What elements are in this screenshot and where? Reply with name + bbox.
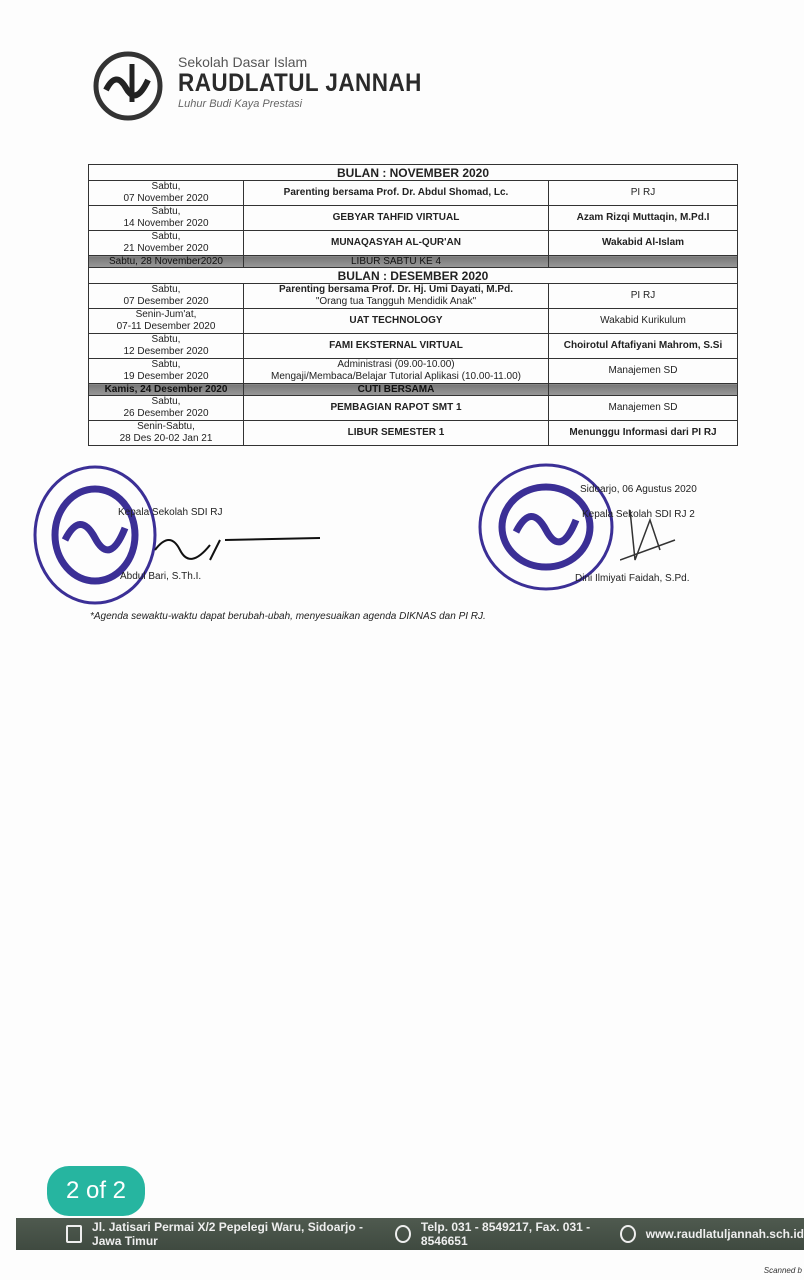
address-icon xyxy=(66,1225,82,1243)
pic: PI RJ xyxy=(549,284,738,309)
date: 19 Desember 2020 xyxy=(123,371,209,382)
date: 12 Desember 2020 xyxy=(123,346,209,357)
pic: Wakabid Kurikulum xyxy=(549,309,738,334)
event: PEMBAGIAN RAPOT SMT 1 xyxy=(244,396,549,421)
signer-left-name: Abdul Bari, S.Th.I. xyxy=(120,571,202,582)
school-stamp-left xyxy=(30,460,160,610)
table-row xyxy=(89,396,738,421)
date: 07 November 2020 xyxy=(123,193,209,204)
pic: PI RJ xyxy=(549,181,738,206)
table-row xyxy=(89,421,738,446)
pic: Wakabid Al-Islam xyxy=(549,231,738,256)
page-indicator: 2 of 2 xyxy=(47,1166,145,1216)
date: 07 Desember 2020 xyxy=(123,296,209,307)
date: 14 November 2020 xyxy=(123,218,209,229)
pic: Menunggu Informasi dari PI RJ xyxy=(549,421,738,446)
month-header: BULAN : NOVEMBER 2020 xyxy=(89,165,738,181)
date: 26 Desember 2020 xyxy=(123,408,209,419)
day: Sabtu, xyxy=(151,181,181,192)
pic: Manajemen SD xyxy=(549,396,738,421)
event: CUTI BERSAMA xyxy=(244,384,549,396)
signer-left-title: Kepala Sekolah SDI RJ xyxy=(118,507,223,518)
globe-icon xyxy=(620,1225,636,1243)
school-logo xyxy=(92,50,164,122)
table-row xyxy=(89,181,738,206)
website: www.raudlatuljannah.sch.id xyxy=(645,1227,804,1241)
table-row xyxy=(89,206,738,231)
event: LIBUR SABTU KE 4 xyxy=(244,256,549,268)
date: Sabtu, 28 November2020 xyxy=(89,256,244,268)
event: FAMI EKSTERNAL VIRTUAL xyxy=(244,334,549,359)
date: 28 Des 20-02 Jan 21 xyxy=(119,433,213,444)
table-row xyxy=(89,231,738,256)
date: 21 November 2020 xyxy=(123,243,209,254)
school-motto: Luhur Budi Kaya Prestasi xyxy=(178,98,303,110)
table-row xyxy=(89,359,738,384)
month-header: BULAN : DESEMBER 2020 xyxy=(89,268,738,284)
table-row xyxy=(89,284,738,309)
school-header xyxy=(178,54,449,110)
day: Senin-Sabtu, xyxy=(137,421,195,432)
event: GEBYAR TAHFID VIRTUAL xyxy=(244,206,549,231)
table-row xyxy=(89,334,738,359)
day: Sabtu, xyxy=(151,359,181,370)
pic: Choirotul Aftafiyani Mahrom, S.Si xyxy=(549,334,738,359)
date: Kamis, 24 Desember 2020 xyxy=(89,384,244,396)
table-row xyxy=(89,309,738,334)
event: Parenting bersama Prof. Dr. Hj. Umi Dayati, M.Pd. xyxy=(279,284,513,295)
place-date: Sidoarjo, 06 Agustus 2020 xyxy=(580,484,697,495)
scanned-label: Scanned b xyxy=(763,1266,802,1275)
date: 07-11 Desember 2020 xyxy=(116,321,216,332)
event-detail: Mengaji/Membaca/Belajar Tutorial Aplikasi (10.00-11.00) xyxy=(271,371,521,382)
event: MUNAQASYAH AL-QUR'AN xyxy=(244,231,549,256)
holiday-row xyxy=(89,256,738,268)
pic: Azam Rizqi Muttaqin, M.Pd.I xyxy=(549,206,738,231)
event: UAT TECHNOLOGY xyxy=(244,309,549,334)
school-name: RAUDLATUL JANNAH xyxy=(178,69,422,97)
phone-icon xyxy=(395,1225,411,1243)
agenda-table xyxy=(88,164,738,446)
pic: Manajemen SD xyxy=(549,359,738,384)
day: Senin-Jum'at, xyxy=(135,309,197,320)
phone: Telp. 031 - 8549217, Fax. 031 - 8546651 xyxy=(420,1220,591,1248)
event: Parenting bersama Prof. Dr. Abdul Shomad, Lc. xyxy=(244,181,549,206)
signature-left xyxy=(150,520,330,570)
signer-right-title: Kepala Sekolah SDI RJ 2 xyxy=(582,509,695,520)
school-type: Sekolah Dasar Islam xyxy=(178,54,308,70)
day: Sabtu, xyxy=(151,284,181,295)
signer-right-name: Dini Ilmiyati Faidah, S.Pd. xyxy=(575,573,690,584)
event: Administrasi (09.00-10.00) xyxy=(337,359,455,370)
event-subtitle: "Orang tua Tangguh Mendidik Anak" xyxy=(315,296,477,307)
day: Sabtu, xyxy=(151,231,181,242)
holiday-row xyxy=(89,384,738,396)
day: Sabtu, xyxy=(151,334,181,345)
event: LIBUR SEMESTER 1 xyxy=(244,421,549,446)
letterhead-footer xyxy=(16,1218,804,1250)
day: Sabtu, xyxy=(151,396,181,407)
footnote: *Agenda sewaktu-waktu dapat berubah-ubah, menyesuaikan agenda DIKNAS dan PI RJ. xyxy=(90,611,486,622)
address: Jl. Jatisari Permai X/2 Pepelegi Waru, Sidoarjo - Jawa Timur xyxy=(92,1220,364,1248)
day: Sabtu, xyxy=(151,206,181,217)
